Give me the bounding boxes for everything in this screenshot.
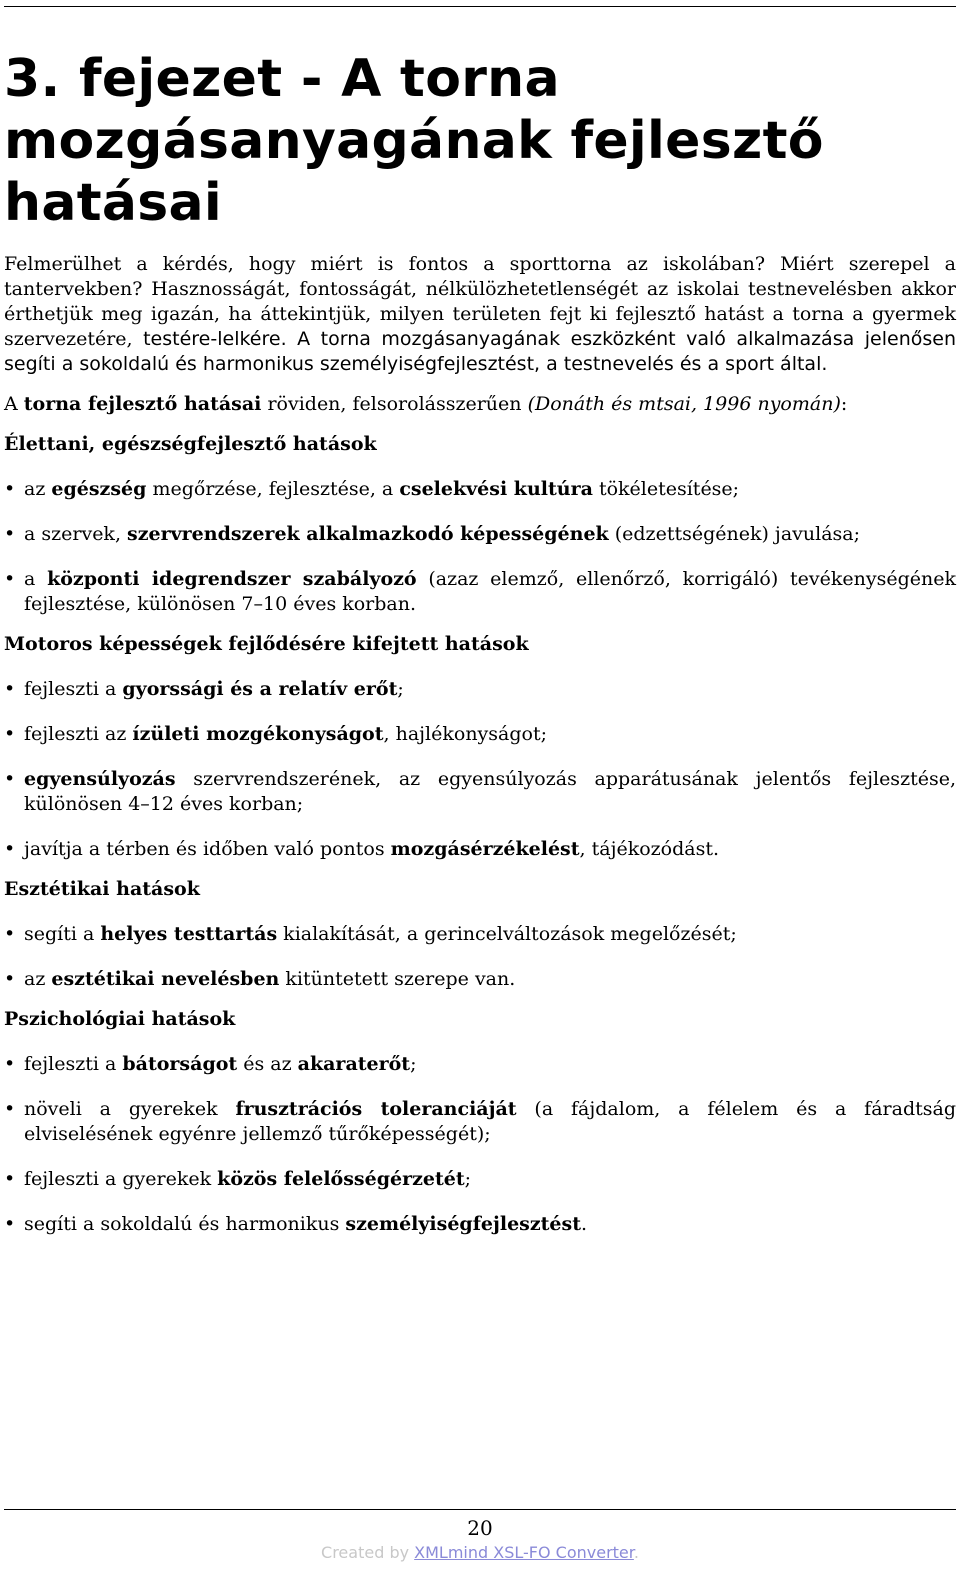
bullet-icon: • (4, 523, 16, 545)
lead-pre: A (4, 393, 24, 415)
sections-container (4, 432, 956, 1237)
emphasis-text: bátorságot (122, 1053, 238, 1075)
item-text: fejleszti a (24, 678, 123, 700)
item-text: segíti a (24, 923, 101, 945)
credit-prefix: Created by (321, 1543, 415, 1562)
bullet-icon: • (4, 968, 16, 990)
footer-rule (4, 1509, 956, 1510)
page-number: 20 (467, 1516, 493, 1540)
bullet-icon: • (4, 568, 16, 590)
item-text: tökéletesítése; (592, 478, 740, 500)
bullet-icon: • (4, 723, 16, 745)
item-text: kitüntetett szerepe van. (279, 968, 516, 990)
list-item (4, 922, 956, 947)
bullet-icon: • (4, 768, 16, 790)
item-text: javítja a térben és időben való pontos (24, 838, 391, 860)
item-text: kialakítását, a gerincelváltozások megelőzését; (277, 923, 737, 945)
section-title: Élettani, egészségfejlesztő hatások (4, 433, 377, 455)
header-rule (4, 6, 956, 7)
list-item (4, 967, 956, 992)
list-item (4, 767, 956, 817)
item-text: fejleszti a (24, 1053, 123, 1075)
item-text: segíti a sokoldalú és harmonikus (24, 1213, 346, 1235)
emphasis-text: helyes testtartás (100, 923, 278, 945)
lead-paragraph (4, 392, 956, 417)
item-text: az (24, 968, 52, 990)
bullet-icon: • (4, 1053, 16, 1075)
intro-text-serif: Felmerülhet a kérdés, hogy miért is fontos a sporttorna az iskolában? Miért szerepel a tantervekben? Hasznosságát, fontosságát, nélkülözhetetlenségét az iskolai testnevelésben akkor érthetjük meg igazán, ha áttekintjük, milyen területen fejt ki fejlesztő hatást a torna a gyermek szervezetére, (4, 253, 956, 350)
item-text: szervrendszerének, az egyensúlyozás apparátusának jelentős fejlesztése, különösen 4–12 éves korban; (24, 768, 956, 815)
emphasis-text: frusztrációs toleranciáját (235, 1098, 517, 1120)
lead-mid: röviden, felsorolásszerűen (261, 393, 528, 415)
item-text: (azaz elemző, ellenőrző, korrigáló) tevékenységének fejlesztése, különösen 7–10 éves korban. (24, 568, 956, 615)
section-title: Motoros képességek fejlődésére kifejtett hatások (4, 633, 529, 655)
list-item (4, 1212, 956, 1237)
intro-text-sans: testére-lelkére. A torna mozgásanyagának eszközként való alkalmazása jelenősen segíti a sokoldalú és harmonikus személyiségfejlesztést, a testnevelés és a sport által. (4, 328, 956, 375)
bullet-list (4, 1052, 956, 1237)
list-item (4, 477, 956, 502)
credit-suffix: . (633, 1543, 639, 1562)
bullet-icon: • (4, 678, 16, 700)
item-text: (edzettségének) javulása; (608, 523, 861, 545)
chapter-title: 3. fejezet - A torna mozgásanyagának fejlesztő hatásai (4, 49, 824, 233)
item-text: , hajlékonyságot; (383, 723, 548, 745)
list-item (4, 677, 956, 702)
list-item (4, 722, 956, 747)
list-item (4, 522, 956, 547)
emphasis-text: gyorssági és a relatív erőt (122, 678, 398, 700)
converter-link[interactable]: XMLmind XSL-FO Converter (414, 1543, 634, 1562)
bullet-icon: • (4, 1098, 16, 1120)
section-title: Pszichológiai hatások (4, 1008, 236, 1030)
item-text: , tájékozódást. (579, 838, 720, 860)
item-text: ; (464, 1168, 472, 1190)
item-text: . (581, 1213, 588, 1235)
item-text: az (24, 478, 52, 500)
page-content (4, 48, 956, 1237)
item-text: a (24, 568, 48, 590)
item-text: a szervek, (24, 523, 128, 545)
item-text: fejleszti az (24, 723, 133, 745)
bullet-icon: • (4, 478, 16, 500)
item-text: és az (237, 1053, 298, 1075)
lead-bold: torna fejlesztő hatásai (23, 393, 262, 415)
emphasis-text: egyensúlyozás (24, 768, 176, 790)
emphasis-text: akaraterőt (297, 1053, 411, 1075)
item-text: (a fájdalom, a félelem és a fáradtság elviselésének egyénre jellemző tűrőképességét); (24, 1098, 956, 1145)
bullet-icon: • (4, 923, 16, 945)
footer-credit (0, 1543, 960, 1562)
list-item (4, 1052, 956, 1077)
item-text: megőrzése, fejlesztése, a (146, 478, 400, 500)
list-item (4, 567, 956, 617)
emphasis-text: esztétikai nevelésben (51, 968, 280, 990)
section-title: Esztétikai hatások (4, 878, 200, 900)
bullet-icon: • (4, 838, 16, 860)
bullet-list (4, 922, 956, 992)
intro-paragraph (4, 252, 956, 377)
lead-post: : (840, 393, 848, 415)
bullet-list (4, 677, 956, 862)
bullet-icon: • (4, 1213, 16, 1235)
emphasis-text: közös felelősségérzetét (217, 1168, 465, 1190)
item-text: fejleszti a gyerekek (24, 1168, 218, 1190)
emphasis-text: mozgásérzékelést (390, 838, 580, 860)
emphasis-text: egészség (51, 478, 147, 500)
emphasis-text: személyiségfejlesztést (345, 1213, 581, 1235)
list-item (4, 837, 956, 862)
bullet-list (4, 477, 956, 617)
list-item (4, 1097, 956, 1147)
item-text: ; (397, 678, 404, 700)
emphasis-text: ízületi mozgékonyságot (132, 723, 384, 745)
item-text: ; (410, 1053, 417, 1075)
bullet-icon: • (4, 1168, 16, 1190)
emphasis-text: szervrendszerek alkalmazkodó képességének (127, 523, 609, 545)
emphasis-text: cselekvési kultúra (399, 478, 593, 500)
lead-citation: (Donáth és mtsai, 1996 nyomán) (527, 393, 841, 415)
item-text: növeli a gyerekek (24, 1098, 236, 1120)
list-item (4, 1167, 956, 1192)
emphasis-text: központi idegrendszer szabályozó (47, 568, 417, 590)
